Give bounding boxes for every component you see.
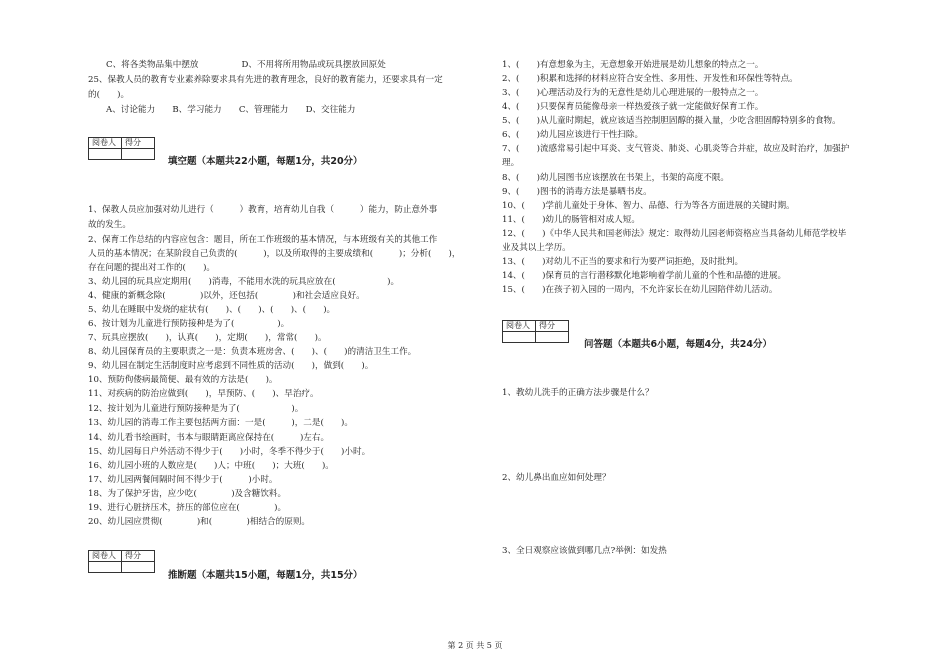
judge-line: 14、( )保育员的言行潜移默化地影响着学前儿童的个性和品德的进展。 <box>502 271 787 281</box>
fill-line: 12、按计划为儿童进行预防接种是为了( )。 <box>88 404 304 414</box>
judge-line: 10、( )学前儿童处于身体、智力、品德、行为等各方面进展的关键时期。 <box>502 201 795 211</box>
fill-line: 6、按计划为儿童进行预防接种是为了( )。 <box>88 319 290 329</box>
judge-line: 业及其以上学历。 <box>502 243 571 253</box>
judge-line: 12、( )《中华人民共和国老师法》规定：取得幼儿园老师资格应当具备幼儿师范学校毕 <box>502 229 847 239</box>
fill-line: 10、预防佝偻病最简便、最有效的方法是( )。 <box>88 375 278 385</box>
fill-line: 7、玩具应摆放( )，认真( )，定期( )，常常( )。 <box>88 333 327 343</box>
judge-line: 2、( )积累和选择的材料应符合安全性、多用性、开发性和环保性等特点。 <box>502 74 798 84</box>
fill-line: 1、保教人员应加强对幼儿进行（ ）教育，培育幼儿自我（ ）能力，防止意外事 <box>88 205 438 215</box>
fill-line: 8、幼儿园保育员的主要职责之一是：负责本班房舍、( )、( )的清洁卫生工作。 <box>88 347 417 357</box>
score-box-qa <box>502 320 569 343</box>
fill-line: 18、为了保护牙齿，应少吃( )及含糖饮料。 <box>88 489 287 499</box>
score-label-reviewer: 阅卷人 <box>89 138 122 149</box>
qa-question-1: 1、教幼儿洗手的正确方法步骤是什么？ <box>502 388 654 398</box>
fill-line: 15、幼儿园每日户外活动不得少于( )小时，冬季不得少于( )小时。 <box>88 447 371 457</box>
score-label-points: 得分 <box>122 551 155 562</box>
fill-line: 16、幼儿园小班的人数应是( )人；中班( )；大班( )。 <box>88 461 334 471</box>
qa-question-2: 2、幼儿鼻出血应如何处理？ <box>502 473 611 483</box>
fill-line: 19、进行心脏挤压术，挤压的部位应在( )。 <box>88 503 287 513</box>
question-25: 25、保教人员的教育专业素养除要求具有先进的教育理念，良好的教育能力，还要求具有一定 <box>88 75 443 85</box>
fill-line: 9、幼儿园在制定生活制度时应考虑到不同性质的活动( )，做到( )。 <box>88 361 374 371</box>
fill-line: 人员的基本情况；在某阶段自己负责的( )，以及所取得的主要成绩和( )；分析( )， <box>88 249 461 259</box>
fill-line: 13、幼儿园的消毒工作主要包括两方面：一是( )，二是( )。 <box>88 418 353 428</box>
judge-line: 1、( )有意想象为主，无意想象开始进展是幼儿想象的特点之一。 <box>502 60 764 70</box>
score-label-points: 得分 <box>122 138 155 149</box>
section-title-fill: 填空题（本题共22小题，每题1分，共20分） <box>168 156 363 167</box>
score-label-reviewer: 阅卷人 <box>89 551 122 562</box>
judge-line: 11、( )幼儿的肠管相对成人短。 <box>502 215 640 225</box>
score-label-points: 得分 <box>536 321 569 332</box>
judge-line: 理。 <box>502 158 520 168</box>
score-label-reviewer: 阅卷人 <box>503 321 536 332</box>
judge-line: 9、( )图书的消毒方法是暴晒书皮。 <box>502 187 652 197</box>
page-footer: 第 2 页 共 5 页 <box>447 641 503 650</box>
judge-line: 13、( )对幼儿不正当的要求和行为要严词拒绝，及时批判。 <box>502 257 744 267</box>
question-25-options: A、讨论能力 B、学习能力 C、管理能力 D、交往能力 <box>106 105 356 115</box>
fill-line: 5、幼儿在睡眠中发烧的症状有( )、( )、( )、( )。 <box>88 305 336 315</box>
section-title-judge: 推断题（本题共15小题，每题1分，共15分） <box>168 570 363 581</box>
section-title-qa: 问答题（本题共6小题，每题4分，共24分） <box>584 339 772 350</box>
fill-line: 17、幼儿园两餐间隔时间不得少于( )小时。 <box>88 475 278 485</box>
fill-line: 11、对疾病的防治应做到( )，早预防、( )、早治疗。 <box>88 389 319 399</box>
judge-line: 3、( )心理活动及行为的无意性是幼儿心理进展的一般特点之一。 <box>502 88 764 98</box>
score-box-fill <box>88 137 155 160</box>
judge-line: 7、( )流感常易引起中耳炎、支气管炎、肺炎、心肌炎等合并症，故应及时治疗，加强护 <box>502 144 850 154</box>
question-25-cont: 的( )。 <box>88 90 130 100</box>
fill-line: 存在问题的提出对工作的( )。 <box>88 263 216 273</box>
judge-line: 5、( )从儿童时期起，就应该适当控制胆固醇的摄入量，少吃含胆固醇特别多的食物。 <box>502 116 841 126</box>
judge-line: 15、( )在孩子初入园的一周内，不允许家长在幼儿园陪伴幼儿活动。 <box>502 285 778 295</box>
judge-line: 4、( )只要保育员能像母亲一样热爱孩子就一定能做好保育工作。 <box>502 102 764 112</box>
fill-line: 3、幼儿园的玩具应定期用( )消毒，不能用水洗的玩具应放在( )。 <box>88 277 400 287</box>
judge-line: 8、( )幼儿园图书应该摆放在书架上，书架的高度不限。 <box>502 173 730 183</box>
fill-line: 故的发生。 <box>88 220 131 230</box>
judge-line: 6、( )幼儿园应该进行干性扫除。 <box>502 130 644 140</box>
fill-line: 20、幼儿园应贯彻( )和( )相结合的原则。 <box>88 517 311 527</box>
fill-line: 4、健康的新概念除( )以外，还包括( )和社会适应良好。 <box>88 291 365 301</box>
option-line: C、将各类物品集中摆放 D、不用将所用物品或玩具摆放回原处 <box>106 60 386 70</box>
score-box-judge <box>88 550 155 573</box>
fill-line: 2、保育工作总结的内容应包含：题目，所在工作班级的基本情况，与本班级有关的其他工作 <box>88 235 438 245</box>
fill-line: 14、幼儿看书绘画时，书本与眼睛距离应保持在( )左右。 <box>88 433 330 443</box>
qa-question-3: 3、全日观察应该做到哪几点?举例：如发热 <box>502 546 667 556</box>
